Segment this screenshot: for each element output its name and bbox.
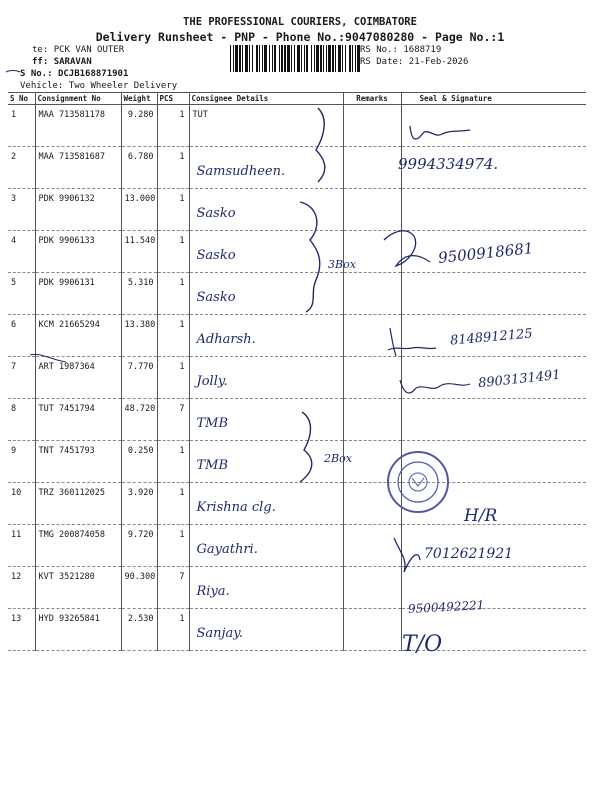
handwritten-consignee: Gayathri. <box>196 542 258 557</box>
company-title: THE PROFESSIONAL COURIERS, COIMBATORE <box>183 16 417 28</box>
rs-date-value: 21-Feb-2026 <box>408 57 469 67</box>
handwritten-box-note: 3Box <box>328 258 356 271</box>
barcode-bar <box>259 45 260 72</box>
staff-value: SARAVAN <box>53 57 92 67</box>
cell-consignment-no: ART 1987364 <box>35 357 121 399</box>
barcode-bar <box>342 45 343 72</box>
rs-number <box>360 45 441 55</box>
route-label: te: <box>32 45 49 55</box>
cell-seal-signature <box>401 189 586 231</box>
table-header <box>8 93 586 105</box>
staff-label: ff: <box>32 57 49 67</box>
handwritten-remark: H/R <box>464 506 498 526</box>
cell-consignment-no: PDK 9906132 <box>35 189 121 231</box>
cell-sno: 7 <box>8 357 35 399</box>
route-value: PCK VAN OUTER <box>53 45 125 55</box>
handwritten-consignee: Jolly. <box>196 374 228 389</box>
handwritten-consignee: Riya. <box>196 584 230 599</box>
barcode-bar <box>355 45 356 72</box>
cell-sno: 12 <box>8 567 35 609</box>
table-row <box>8 273 586 315</box>
cell-weight: 0.250 <box>121 441 157 483</box>
cell-pcs: 1 <box>157 147 189 189</box>
cell-weight: 9.280 <box>121 105 157 147</box>
barcode-bar <box>349 45 351 72</box>
barcode-bar <box>314 45 315 72</box>
handwritten-phone: 8903131491 <box>477 367 562 392</box>
barcode-bar <box>233 45 234 72</box>
barcode-bar <box>328 45 331 72</box>
table-row <box>8 105 586 147</box>
barcode-bar <box>294 45 295 72</box>
table-row <box>8 567 586 609</box>
cell-consignee <box>189 357 343 399</box>
barcode-bar <box>242 45 243 72</box>
vehicle-value: Two Wheeler Delivery <box>68 81 178 91</box>
barcode-bar <box>332 45 334 72</box>
cell-consignee <box>189 525 343 567</box>
cell-sno: 4 <box>8 231 35 273</box>
barcode-bar <box>274 45 276 72</box>
barcode-bar <box>281 45 283 72</box>
barcode-bar <box>338 45 341 72</box>
cell-seal-signature <box>401 273 586 315</box>
cell-consignee <box>189 399 343 441</box>
col-sno: S No <box>8 93 35 105</box>
col-weight: Weight <box>121 93 157 105</box>
table-row <box>8 609 586 651</box>
handwritten-phone: 8148912125 <box>449 326 534 349</box>
cell-seal-signature <box>401 441 586 483</box>
cell-seal-signature <box>401 399 586 441</box>
handwritten-remark: T/O <box>402 632 443 657</box>
cell-weight: 13.000 <box>121 189 157 231</box>
cell-pcs: 7 <box>157 567 189 609</box>
cell-remarks <box>343 483 401 525</box>
barcode-bar <box>287 45 290 72</box>
cell-pcs: 7 <box>157 399 189 441</box>
barcode-bar <box>335 45 336 72</box>
cell-consignee <box>189 567 343 609</box>
cell-weight: 90.300 <box>121 567 157 609</box>
handwritten-consignee: Sasko <box>196 290 236 305</box>
cell-remarks <box>343 315 401 357</box>
cell-remarks <box>343 609 401 651</box>
barcode-bar <box>284 45 286 72</box>
handwritten-consignee: Sasko <box>196 248 236 263</box>
cell-weight: 9.720 <box>121 525 157 567</box>
cell-pcs: 1 <box>157 609 189 651</box>
barcode-bar <box>326 45 327 72</box>
cell-consignment-no: KCM 21665294 <box>35 315 121 357</box>
route-line <box>32 45 124 55</box>
rs-date <box>360 57 468 67</box>
cell-remarks <box>343 399 401 441</box>
cell-consignee <box>189 273 343 315</box>
cell-consignment-no: KVT 3521280 <box>35 567 121 609</box>
barcode-bar <box>239 45 241 72</box>
cell-consignee <box>189 441 343 483</box>
cell-weight: 7.770 <box>121 357 157 399</box>
barcode-bar <box>235 45 238 72</box>
col-remarks: Remarks <box>343 93 401 105</box>
handwritten-consignee: Krishna clg. <box>196 500 276 515</box>
cell-consignee <box>189 483 343 525</box>
cell-consignment-no: MAA 713581178 <box>35 105 121 147</box>
staff-line <box>32 57 92 67</box>
cell-weight: 5.310 <box>121 273 157 315</box>
col-consignment: Consignment No <box>35 93 121 105</box>
cell-consignee <box>189 609 343 651</box>
runsheet-subtitle: Delivery Runsheet - PNP - Phone No.:9047080280 - Page No.:1 <box>95 30 505 44</box>
rs-code-value: DCJB168871901 <box>57 69 129 79</box>
cell-remarks <box>343 189 401 231</box>
barcode-bar <box>301 45 302 72</box>
cell-sno: 13 <box>8 609 35 651</box>
col-pcs: PCS <box>157 93 189 105</box>
barcode-bar <box>304 45 305 72</box>
cell-sno: 2 <box>8 147 35 189</box>
rs-number-value: 1688719 <box>403 45 442 55</box>
handwritten-phone: 7012621921 <box>424 546 514 562</box>
barcode-bar <box>269 45 270 72</box>
cell-sno: 10 <box>8 483 35 525</box>
cell-consignment-no: TUT 7451794 <box>35 399 121 441</box>
table-row <box>8 441 586 483</box>
barcode-bar <box>256 45 258 72</box>
cell-sno: 11 <box>8 525 35 567</box>
cell-sno: 1 <box>8 105 35 147</box>
cell-pcs: 1 <box>157 189 189 231</box>
handwritten-consignee: Sasko <box>196 206 236 221</box>
cell-consignee <box>189 231 343 273</box>
barcode-bar <box>264 45 267 72</box>
barcode-bar <box>352 45 353 72</box>
cell-sno: 5 <box>8 273 35 315</box>
barcode-bar <box>279 45 280 72</box>
cell-pcs: 1 <box>157 315 189 357</box>
col-seal: Seal & Signature <box>401 93 586 105</box>
cell-pcs: 1 <box>157 105 189 147</box>
cell-pcs: 1 <box>157 525 189 567</box>
col-consignee: Consignee Details <box>189 93 343 105</box>
barcode-bar <box>320 45 322 72</box>
cell-pcs: 1 <box>157 273 189 315</box>
cell-consignee <box>189 189 343 231</box>
barcode-bar <box>252 45 253 72</box>
cell-sno: 3 <box>8 189 35 231</box>
barcode-bar <box>345 45 346 72</box>
barcode-bar <box>316 45 319 72</box>
rs-code-label: S No.: <box>20 69 53 79</box>
cell-seal-signature <box>401 105 586 147</box>
handwritten-consignee: TMB <box>196 416 229 431</box>
table-row <box>8 147 586 189</box>
cell-weight: 13.380 <box>121 315 157 357</box>
cell-consignment-no: TMG 200874058 <box>35 525 121 567</box>
barcode-bar <box>297 45 300 72</box>
cell-sno: 8 <box>8 399 35 441</box>
cell-pcs: 1 <box>157 231 189 273</box>
cell-remarks <box>343 525 401 567</box>
table-row <box>8 189 586 231</box>
cell-pcs: 1 <box>157 357 189 399</box>
barcode-bar <box>323 45 324 72</box>
handwritten-consignee: Samsudheen. <box>196 164 286 179</box>
barcode-icon <box>230 45 360 72</box>
vehicle-line <box>20 81 177 91</box>
handwritten-phone: 9994334974. <box>398 155 499 173</box>
vehicle-label: Vehicle: <box>20 81 64 91</box>
cell-sno: 9 <box>8 441 35 483</box>
signature-scribble <box>6 71 20 73</box>
cell-consignee <box>189 147 343 189</box>
cell-consignment-no: PDK 9906131 <box>35 273 121 315</box>
barcode-bar <box>306 45 308 72</box>
cell-consignment-no: TNT 7451793 <box>35 441 121 483</box>
cell-pcs: 1 <box>157 441 189 483</box>
runsheet-table <box>8 92 586 651</box>
cell-consignee <box>189 315 343 357</box>
consignee-text: TUT <box>192 110 208 120</box>
cell-weight: 48.720 <box>121 399 157 441</box>
handwritten-phone: 9500492221 <box>407 598 485 616</box>
table-row <box>8 483 586 525</box>
cell-remarks <box>343 147 401 189</box>
cell-consignment-no: PDK 9906133 <box>35 231 121 273</box>
cell-remarks <box>343 567 401 609</box>
rs-no-line <box>20 69 128 79</box>
barcode-bar <box>230 45 231 72</box>
barcode-bar <box>262 45 263 72</box>
cell-remarks <box>343 105 401 147</box>
table-row <box>8 399 586 441</box>
cell-sno: 6 <box>8 315 35 357</box>
barcode-bar <box>311 45 312 72</box>
barcode-bar <box>291 45 292 72</box>
barcode-bar <box>272 45 273 72</box>
cell-weight: 11.540 <box>121 231 157 273</box>
cell-weight: 6.780 <box>121 147 157 189</box>
cell-consignment-no: TRZ 360112025 <box>35 483 121 525</box>
handwritten-consignee: Sanjay. <box>196 626 244 641</box>
cell-consignee <box>189 105 343 147</box>
cell-weight: 3.920 <box>121 483 157 525</box>
barcode-bar <box>249 45 250 72</box>
handwritten-consignee: Adharsh. <box>196 332 256 347</box>
cell-weight: 2.530 <box>121 609 157 651</box>
handwritten-consignee: TMB <box>196 458 229 473</box>
barcode-bar <box>245 45 248 72</box>
cell-consignment-no: HYD 93265841 <box>35 609 121 651</box>
cell-remarks <box>343 357 401 399</box>
rs-number-label: RS No.: <box>360 45 398 55</box>
handwritten-box-note: 2Box <box>324 452 352 465</box>
cell-remarks <box>343 273 401 315</box>
handwritten-phone: 9500918681 <box>437 239 535 267</box>
cell-pcs: 1 <box>157 483 189 525</box>
rs-date-label: RS Date: <box>360 57 404 67</box>
cell-consignment-no: MAA 713581687 <box>35 147 121 189</box>
